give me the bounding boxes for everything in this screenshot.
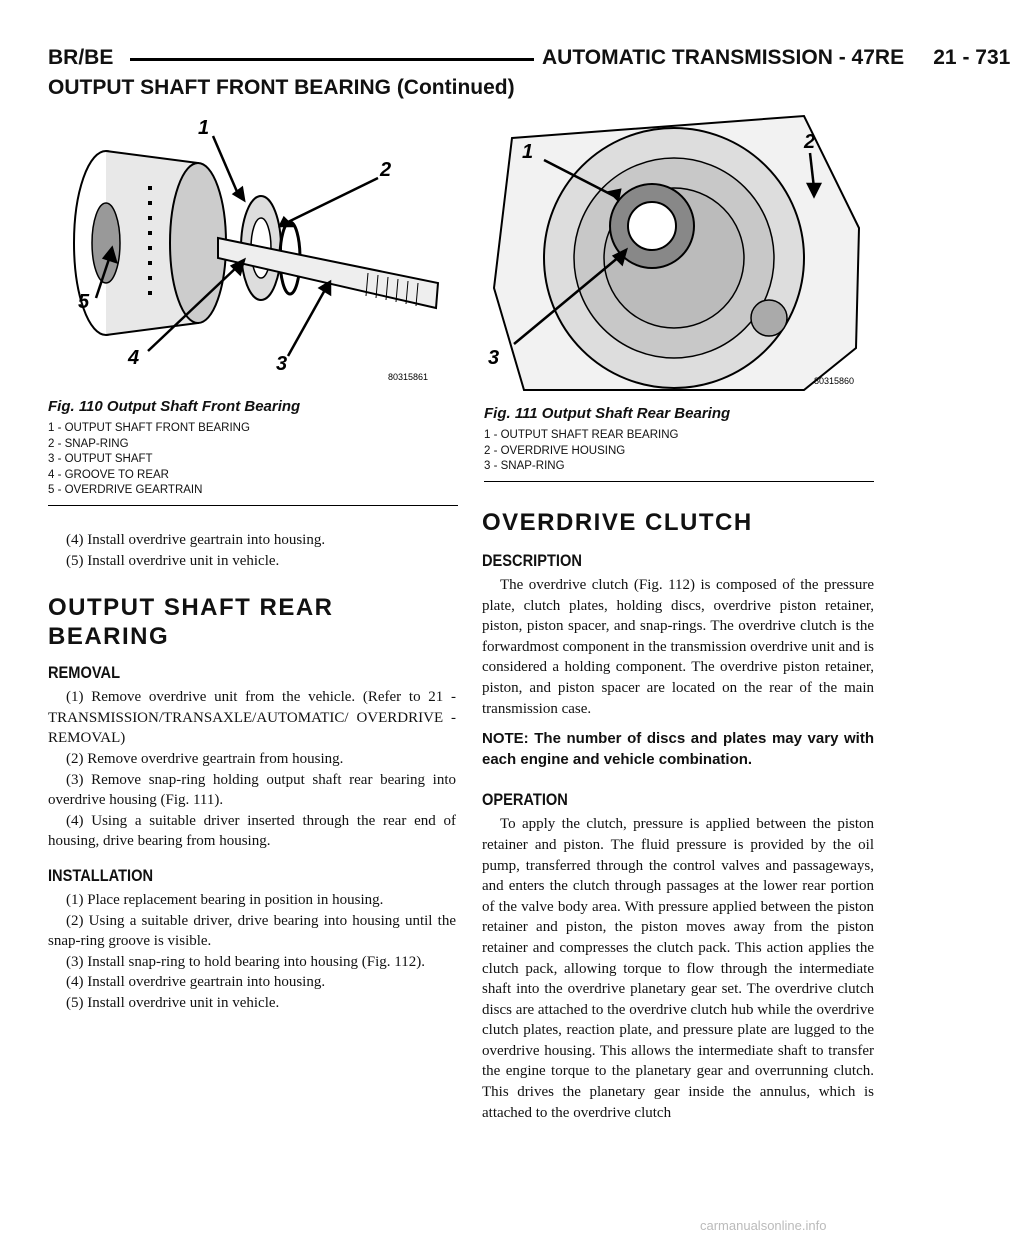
fig110-callout-4: 4 [128,347,140,369]
fig111-rule [484,481,874,482]
fig110-legend-5: 5 - OVERDRIVE GEARTRAIN [48,484,203,496]
removal-title: REMOVAL [48,663,121,683]
fig110-title: Fig. 110 Output Shaft Front Bearing [48,398,301,415]
watermark-text: carmanualsonline.info [700,1218,827,1233]
page-header [48,44,1010,72]
fig111-illustration [484,108,874,400]
fig111-legend-2: 2 - OVERDRIVE HOUSING [484,444,626,457]
continued-title: OUTPUT SHAFT FRONT BEARING (Continued) [48,76,515,99]
fig111-callout-2: 2 [804,131,816,153]
fig111-callout-3: 3 [488,347,500,369]
note-text: NOTE: The number of discs and plates may vary with each engine and vehicle combination. [482,730,874,768]
installation-step-2: (2) Using a suitable driver, drive bearing into housing until the snap-ring groove is visible. [48,912,456,950]
section-title-overdrive-clutch: OVERDRIVE CLUTCH [482,509,753,536]
section-title-output-shaft-rear-bearing: OUTPUT SHAFT REAR BEARING [48,594,334,651]
fig110-legend-2: 2 - SNAP-RING [48,437,129,450]
fig110-illustration [48,108,458,393]
fig110-callout-1: 1 [198,117,210,139]
fig110-code: 80315861 [388,372,429,382]
description-text: The overdrive clutch (Fig. 112) is composed of the pressure plate, clutch plates, holding discs, overdrive piston retainer, piston, piston spacer, and snap-rings. The overdrive clutch is the forwardmost component in the transmission overdrive unit and is considered a holding component. The overdrive piston retainer, piston, and piston spacer are located on the rear of the main transmission case. [482,577,874,717]
installation-title: INSTALLATION [48,865,154,885]
figure-111 [484,108,874,482]
fig111-legend-1: 1 - OUTPUT SHAFT REAR BEARING [484,429,679,441]
fig110-callout-3: 3 [276,353,288,375]
header-model: BR/BE [48,46,114,69]
fig110-legend-1: 1 - OUTPUT SHAFT FRONT BEARING [48,422,250,434]
fig110-legend-4: 4 - GROOVE TO REAR [48,468,169,481]
header-section-page: AUTOMATIC TRANSMISSION - 47RE 21 - 731 [542,46,1010,69]
right-column [482,508,874,1123]
fig111-callout-1: 1 [522,141,534,163]
fig111-code: 80315860 [814,376,855,386]
operation-title: OPERATION [482,790,568,810]
removal-step-4: (4) Using a suitable driver inserted through the rear end of housing, drive bearing from housing. [48,812,456,850]
removal-step-1: (1) Remove overdrive unit from the vehicle. (Refer to 21 - TRANSMISSION/TRANSAXLE/AUTOMATIC/ OVERDRIVE - REMOVAL) [48,689,456,747]
removal-step-3: (3) Remove snap-ring holding output shaft rear bearing into overdrive housing (Fig. 111). [48,771,456,809]
installation-step-4: (4) Install overdrive geartrain into housing. [66,974,326,991]
left-column [48,530,456,1014]
fig111-legend-3: 3 - SNAP-RING [484,460,565,472]
installation-step-1: (1) Place replacement bearing in position in housing. [66,891,384,908]
front-step-5: (5) Install overdrive unit in vehicle. [66,552,280,569]
description-title: DESCRIPTION [482,551,582,570]
fig110-legend-3: 3 - OUTPUT SHAFT [48,453,153,465]
removal-step-2: (2) Remove overdrive geartrain from housing. [66,750,344,767]
fig110-callout-2: 2 [380,159,392,181]
installation-step-5: (5) Install overdrive unit in vehicle. [66,994,280,1011]
operation-text: To apply the clutch, pressure is applied between the piston retainer and piston. The fluid pressure is provided by the oil pump, transferred through the control valves and passageways, and enters the clutch through passages at the lower rear portion of the valve body area. With pressure applied between the piston retainer and piston, the piston moves away from the piston retainer and compresses the clutch pack. This action applies the clutch pack, allowing torque to flow through the intermediate shaft into the overdrive planetary gear set. The overdrive clutch discs are attached to the overdrive clutch hub while the overdrive clutch plates, reaction plate, and pressure plate are lugged to the overdrive housing. This allows the intermediate shaft to transfer the engine torque to the planetary gear and overrunning clutch. This drives the planetary gear inside the annulus, which is attached to the overdrive clutch [482,816,874,1121]
installation-step-3: (3) Install snap-ring to hold bearing into housing (Fig. 112). [66,953,425,970]
fig110-rule [48,505,458,506]
front-step-4: (4) Install overdrive geartrain into housing. [66,532,326,548]
fig111-title: Fig. 111 Output Shaft Rear Bearing [484,405,731,422]
header-rule [130,58,534,61]
overdrive-geartrain-drawing [74,151,226,335]
figure-110 [48,108,458,506]
fig110-callout-5: 5 [78,291,90,313]
